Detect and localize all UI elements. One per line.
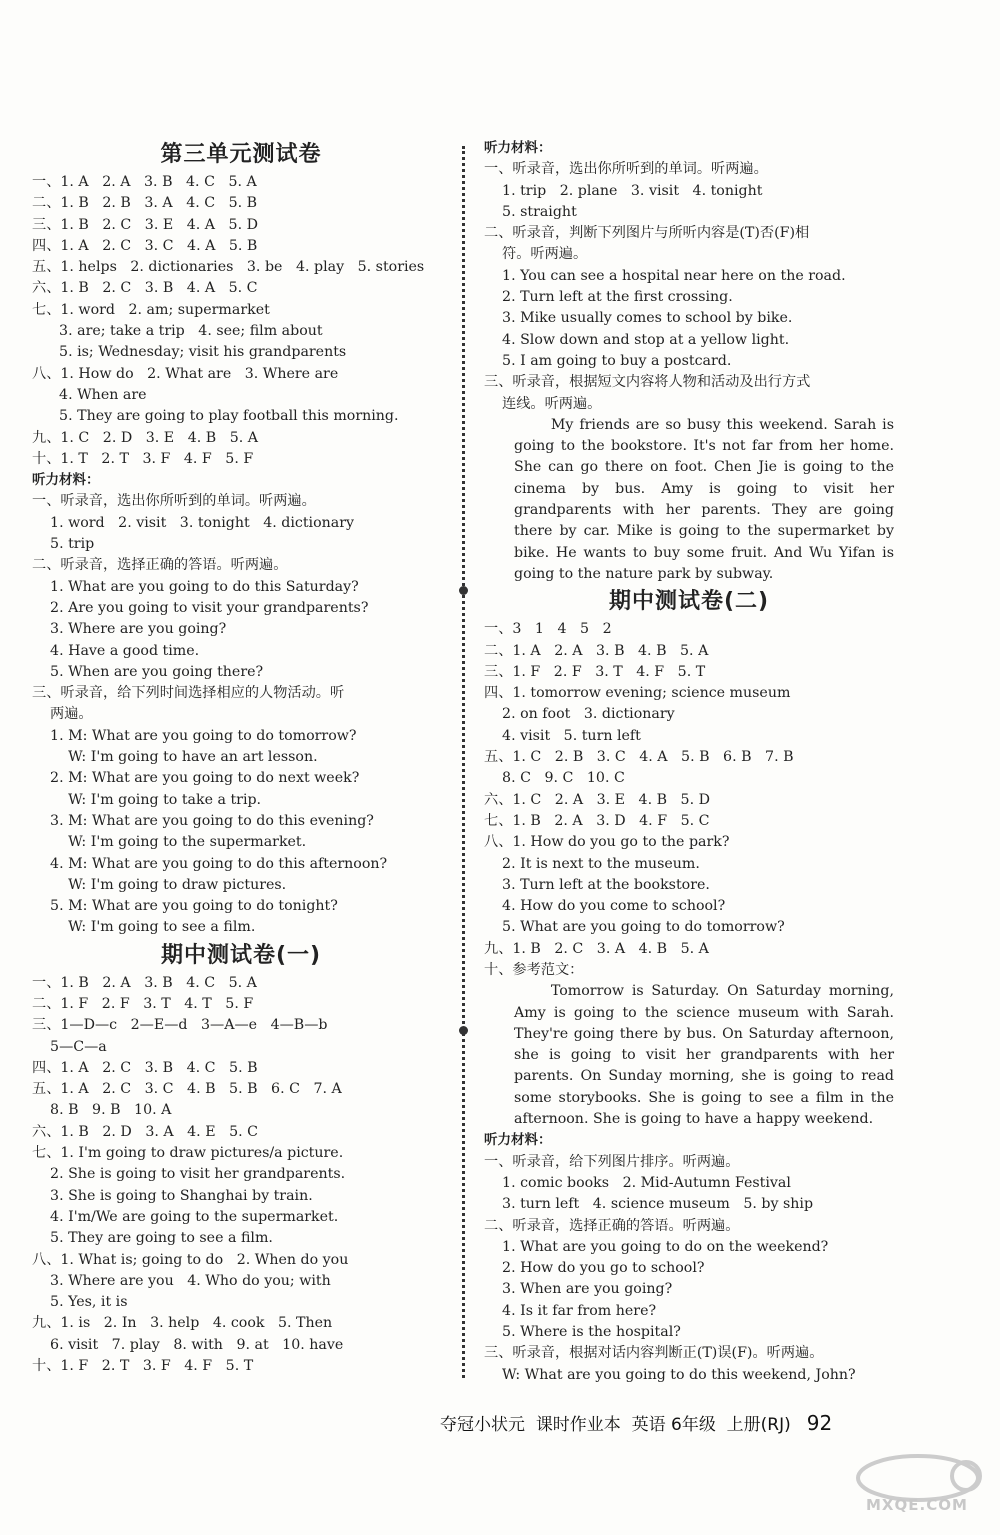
answer-line: 六、1. C 2. A 3. E 4. B 5. D — [484, 791, 710, 808]
answer-line: 3. Where are you going? — [32, 621, 227, 638]
answer-line: 六、1. B 2. C 3. B 4. A 5. C — [32, 280, 258, 297]
watermark-logo — [848, 1452, 988, 1530]
answer-line: 3. turn left 4. science museum 5. by ship — [484, 1196, 814, 1213]
answer-line: 3. Mike usually comes to school by bike. — [484, 310, 793, 327]
answer-line: 4. How do you come to school? — [484, 898, 726, 915]
answer-line: 5—C—a — [32, 1038, 107, 1055]
answer-line: 1. trip 2. plane 3. visit 4. tonight — [484, 182, 763, 199]
answer-line: 2. M: What are you going to do next week? — [32, 770, 360, 787]
answer-line: 四、1. A 2. C 3. B 4. C 5. B — [32, 1059, 258, 1076]
answer-line: 5. They are going to see a film. — [32, 1230, 273, 1247]
answer-line: 十、1. F 2. T 3. F 4. F 5. T — [32, 1358, 254, 1375]
answer-line: 5. straight — [484, 203, 577, 220]
answer-line: 4. Have a good time. — [32, 642, 200, 659]
answer-line: 九、1. is 2. In 3. help 4. cook 5. Then — [32, 1315, 333, 1332]
section-title: 第三单元测试卷 — [160, 142, 322, 167]
answer-line: 一、听录音，给下列图片排序。听两遍。 — [484, 1153, 740, 1170]
watermark-badge-icon — [848, 1452, 988, 1530]
answer-line: 二、1. F 2. F 3. T 4. T 5. F — [32, 995, 254, 1012]
answer-line: W: I'm going to draw pictures. — [32, 876, 287, 893]
answer-line: 九、1. C 2. D 3. E 4. B 5. A — [32, 429, 258, 446]
answer-line: W: I'm going to have an art lesson. — [32, 749, 318, 766]
answer-line: 二、1. B 2. B 3. A 4. C 5. B — [32, 195, 258, 212]
answer-line: 5. is; Wednesday; visit his grandparents — [32, 344, 347, 361]
footer-grade: 6年级 — [671, 1415, 716, 1435]
answer-line: 三、1—D—c 2—E—d 3—A—e 4—B—b — [32, 1017, 328, 1034]
answer-line: 一、1. B 2. A 3. B 4. C 5. A — [32, 974, 257, 991]
answer-line: 三、听录音，根据对话内容判断正(T)误(F)。听两遍。 — [484, 1345, 824, 1362]
answer-line: 二、听录音，判断下列图片与所听内容是(T)否(F)相 — [484, 225, 810, 242]
answer-line: 三、1. F 2. F 3. T 4. F 5. T — [484, 663, 706, 680]
answer-line: 6. visit 7. play 8. with 9. at 10. have — [32, 1336, 344, 1353]
answer-line: 2. She is going to visit her grandparents. — [32, 1166, 346, 1183]
section-title: 期中测试卷(一) — [160, 942, 322, 968]
answer-line: 2. Are you going to visit your grandparents? — [32, 599, 369, 616]
answer-line: 三、听录音，根据短文内容将人物和活动及出行方式 — [484, 374, 811, 391]
answer-line: 连线。听两遍。 — [484, 395, 602, 412]
footer-volume: 上册(RJ) — [726, 1415, 791, 1435]
answer-line: 1. M: What are you going to do tomorrow? — [32, 727, 357, 744]
answer-line: 4. visit 5. turn left — [484, 727, 641, 744]
answer-line: 三、1. B 2. C 3. E 4. A 5. D — [32, 216, 258, 233]
answer-line: 4. I'm/We are going to the supermarket. — [32, 1208, 339, 1225]
answer-line: 4. Is it far from here? — [484, 1302, 657, 1319]
answer-line: 3. Where are you 4. Who do you; with — [32, 1272, 331, 1289]
answer-line: 1. comic books 2. Mid-Autumn Festival — [484, 1174, 791, 1191]
answer-line: 1. What are you going to do this Saturday? — [32, 578, 359, 595]
section-title: 期中测试卷(二) — [608, 589, 770, 615]
footer-series: 夺冠小状元 — [440, 1415, 525, 1435]
answer-line: 四、1. tomorrow evening; science museum — [484, 685, 791, 702]
answer-line: 5. They are going to play football this morning. — [32, 408, 399, 425]
answer-line: 符。听两遍。 — [484, 246, 588, 263]
answer-line: 3. When are you going? — [484, 1281, 673, 1298]
column-divider — [462, 146, 465, 1378]
answer-line: 八、1. How do 2. What are 3. Where are — [32, 365, 339, 382]
right-column — [484, 138, 894, 1386]
answer-line: 一、听录音，选出你所听到的单词。听两遍。 — [32, 493, 316, 510]
answer-line: W: I'm going to see a film. — [32, 919, 256, 936]
answer-line: 一、听录音，选出你所听到的单词。听两遍。 — [484, 161, 768, 178]
answer-line: 2. Turn left at the first crossing. — [484, 289, 733, 306]
listening-material-heading: 听力材料： — [484, 1132, 552, 1149]
answer-line: 六、1. B 2. D 3. A 4. E 5. C — [32, 1123, 258, 1140]
answer-line: 2. on foot 3. dictionary — [484, 706, 675, 723]
passage-paragraph: Tomorrow is Saturday. On Saturday morning, Amy is going to the science museum with Sarah. They're going there by bus. On Saturday afternoon, she is going to visit her grandparents with her parents. On Sunday morning, she is going to read some storybooks. She is going to see a film in the afternoon. She is going to have a happy weekend. — [514, 983, 894, 1128]
answer-line: 九、1. B 2. C 3. A 4. B 5. A — [484, 940, 709, 957]
answer-line: 五、1. helps 2. dictionaries 3. be 4. play 5. stories — [32, 259, 425, 276]
listening-material-heading: 听力材料： — [484, 140, 552, 156]
answer-line: 3. M: What are you going to do this evening? — [32, 812, 374, 829]
answer-line: 3. are; take a trip 4. see; film about — [32, 323, 323, 340]
footer-book: 课时作业本 — [535, 1415, 621, 1435]
answer-line: W: I'm going to the supermarket. — [32, 834, 307, 851]
answer-line: 七、1. B 2. A 3. D 4. F 5. C — [484, 812, 710, 829]
answer-line: 5. Where is the hospital? — [484, 1324, 681, 1341]
answer-line: 5. trip — [32, 536, 95, 553]
answer-line: 五、1. C 2. B 3. C 4. A 5. B 6. B 7. B — [484, 749, 794, 766]
answer-line: 两遍。 — [32, 706, 93, 723]
answer-line: 5. Yes, it is — [32, 1294, 128, 1311]
answer-line: 十、参考范文： — [484, 961, 584, 978]
answer-line: 5. M: What are you going to do tonight? — [32, 898, 338, 915]
answer-line: 一、3 1 4 5 2 — [484, 621, 612, 638]
answer-line: 七、1. word 2. am; supermarket — [32, 301, 270, 318]
answer-line: 三、听录音，给下列时间选择相应的人物活动。听 — [32, 685, 345, 702]
answer-line: 4. M: What are you going to do this afternoon? — [32, 855, 388, 872]
watermark-text: MXQE.COM — [866, 1496, 968, 1514]
answer-line: 1. word 2. visit 3. tonight 4. dictionary — [32, 514, 355, 531]
answer-line: 5. When are you going there? — [32, 663, 264, 680]
answer-line: 五、1. A 2. C 3. C 4. B 5. B 6. C 7. A — [32, 1081, 342, 1098]
footer-subject: 英语 — [631, 1415, 666, 1435]
page-footer — [440, 1410, 832, 1435]
answer-line: 5. What are you going to do tomorrow? — [484, 919, 785, 936]
listening-material-heading: 听力材料： — [32, 472, 100, 489]
answer-line: 七、1. I'm going to draw pictures/a picture. — [32, 1145, 344, 1162]
answer-line: W: What are you going to do this weekend, John? — [484, 1366, 856, 1383]
answer-line: 一、1. A 2. A 3. B 4. C 5. A — [32, 174, 257, 190]
answer-line: 8. B 9. B 10. A — [32, 1102, 172, 1119]
answer-line: 四、1. A 2. C 3. C 4. A 5. B — [32, 237, 258, 254]
answer-line: 4. When are — [32, 386, 147, 403]
answer-line: 二、听录音，选择正确的答语。听两遍。 — [484, 1217, 740, 1234]
answer-line: 2. How do you go to school? — [484, 1260, 705, 1277]
left-column — [32, 138, 450, 1377]
answer-line: 1. You can see a hospital near here on the road. — [484, 267, 846, 284]
answer-line: W: I'm going to take a trip. — [32, 791, 262, 808]
answer-line: 4. Slow down and stop at a yellow light. — [484, 331, 790, 348]
page-number: 92 — [806, 1411, 833, 1435]
answer-line: 8. C 9. C 10. C — [484, 770, 625, 787]
answer-line: 十、1. T 2. T 3. F 4. F 5. F — [32, 450, 254, 467]
answer-line: 二、听录音，选择正确的答语。听两遍。 — [32, 557, 288, 574]
answer-line: 八、1. How do you go to the park? — [484, 834, 730, 851]
answer-line: 二、1. A 2. A 3. B 4. B 5. A — [484, 642, 709, 659]
passage-paragraph: My friends are so busy this weekend. Sarah is going to the bookstore. It's not far from her home. She can go there on foot. Chen Jie is going to the cinema by bus. Amy is going to visit her grandparents with her parents. They are going there by car. Mike is going to the supermarket by bike. He wants to buy some fruit. And Wu Yifan is going to the nature park by subway. — [514, 416, 894, 582]
answer-line: 八、1. What is; going to do 2. When do you — [32, 1251, 349, 1268]
answer-line: 1. What are you going to do on the weekend? — [484, 1238, 829, 1255]
answer-line: 5. I am going to buy a postcard. — [484, 352, 732, 369]
answer-line: 3. She is going to Shanghai by train. — [32, 1187, 313, 1204]
answer-line: 3. Turn left at the bookstore. — [484, 876, 710, 893]
answer-line: 2. It is next to the museum. — [484, 855, 700, 872]
